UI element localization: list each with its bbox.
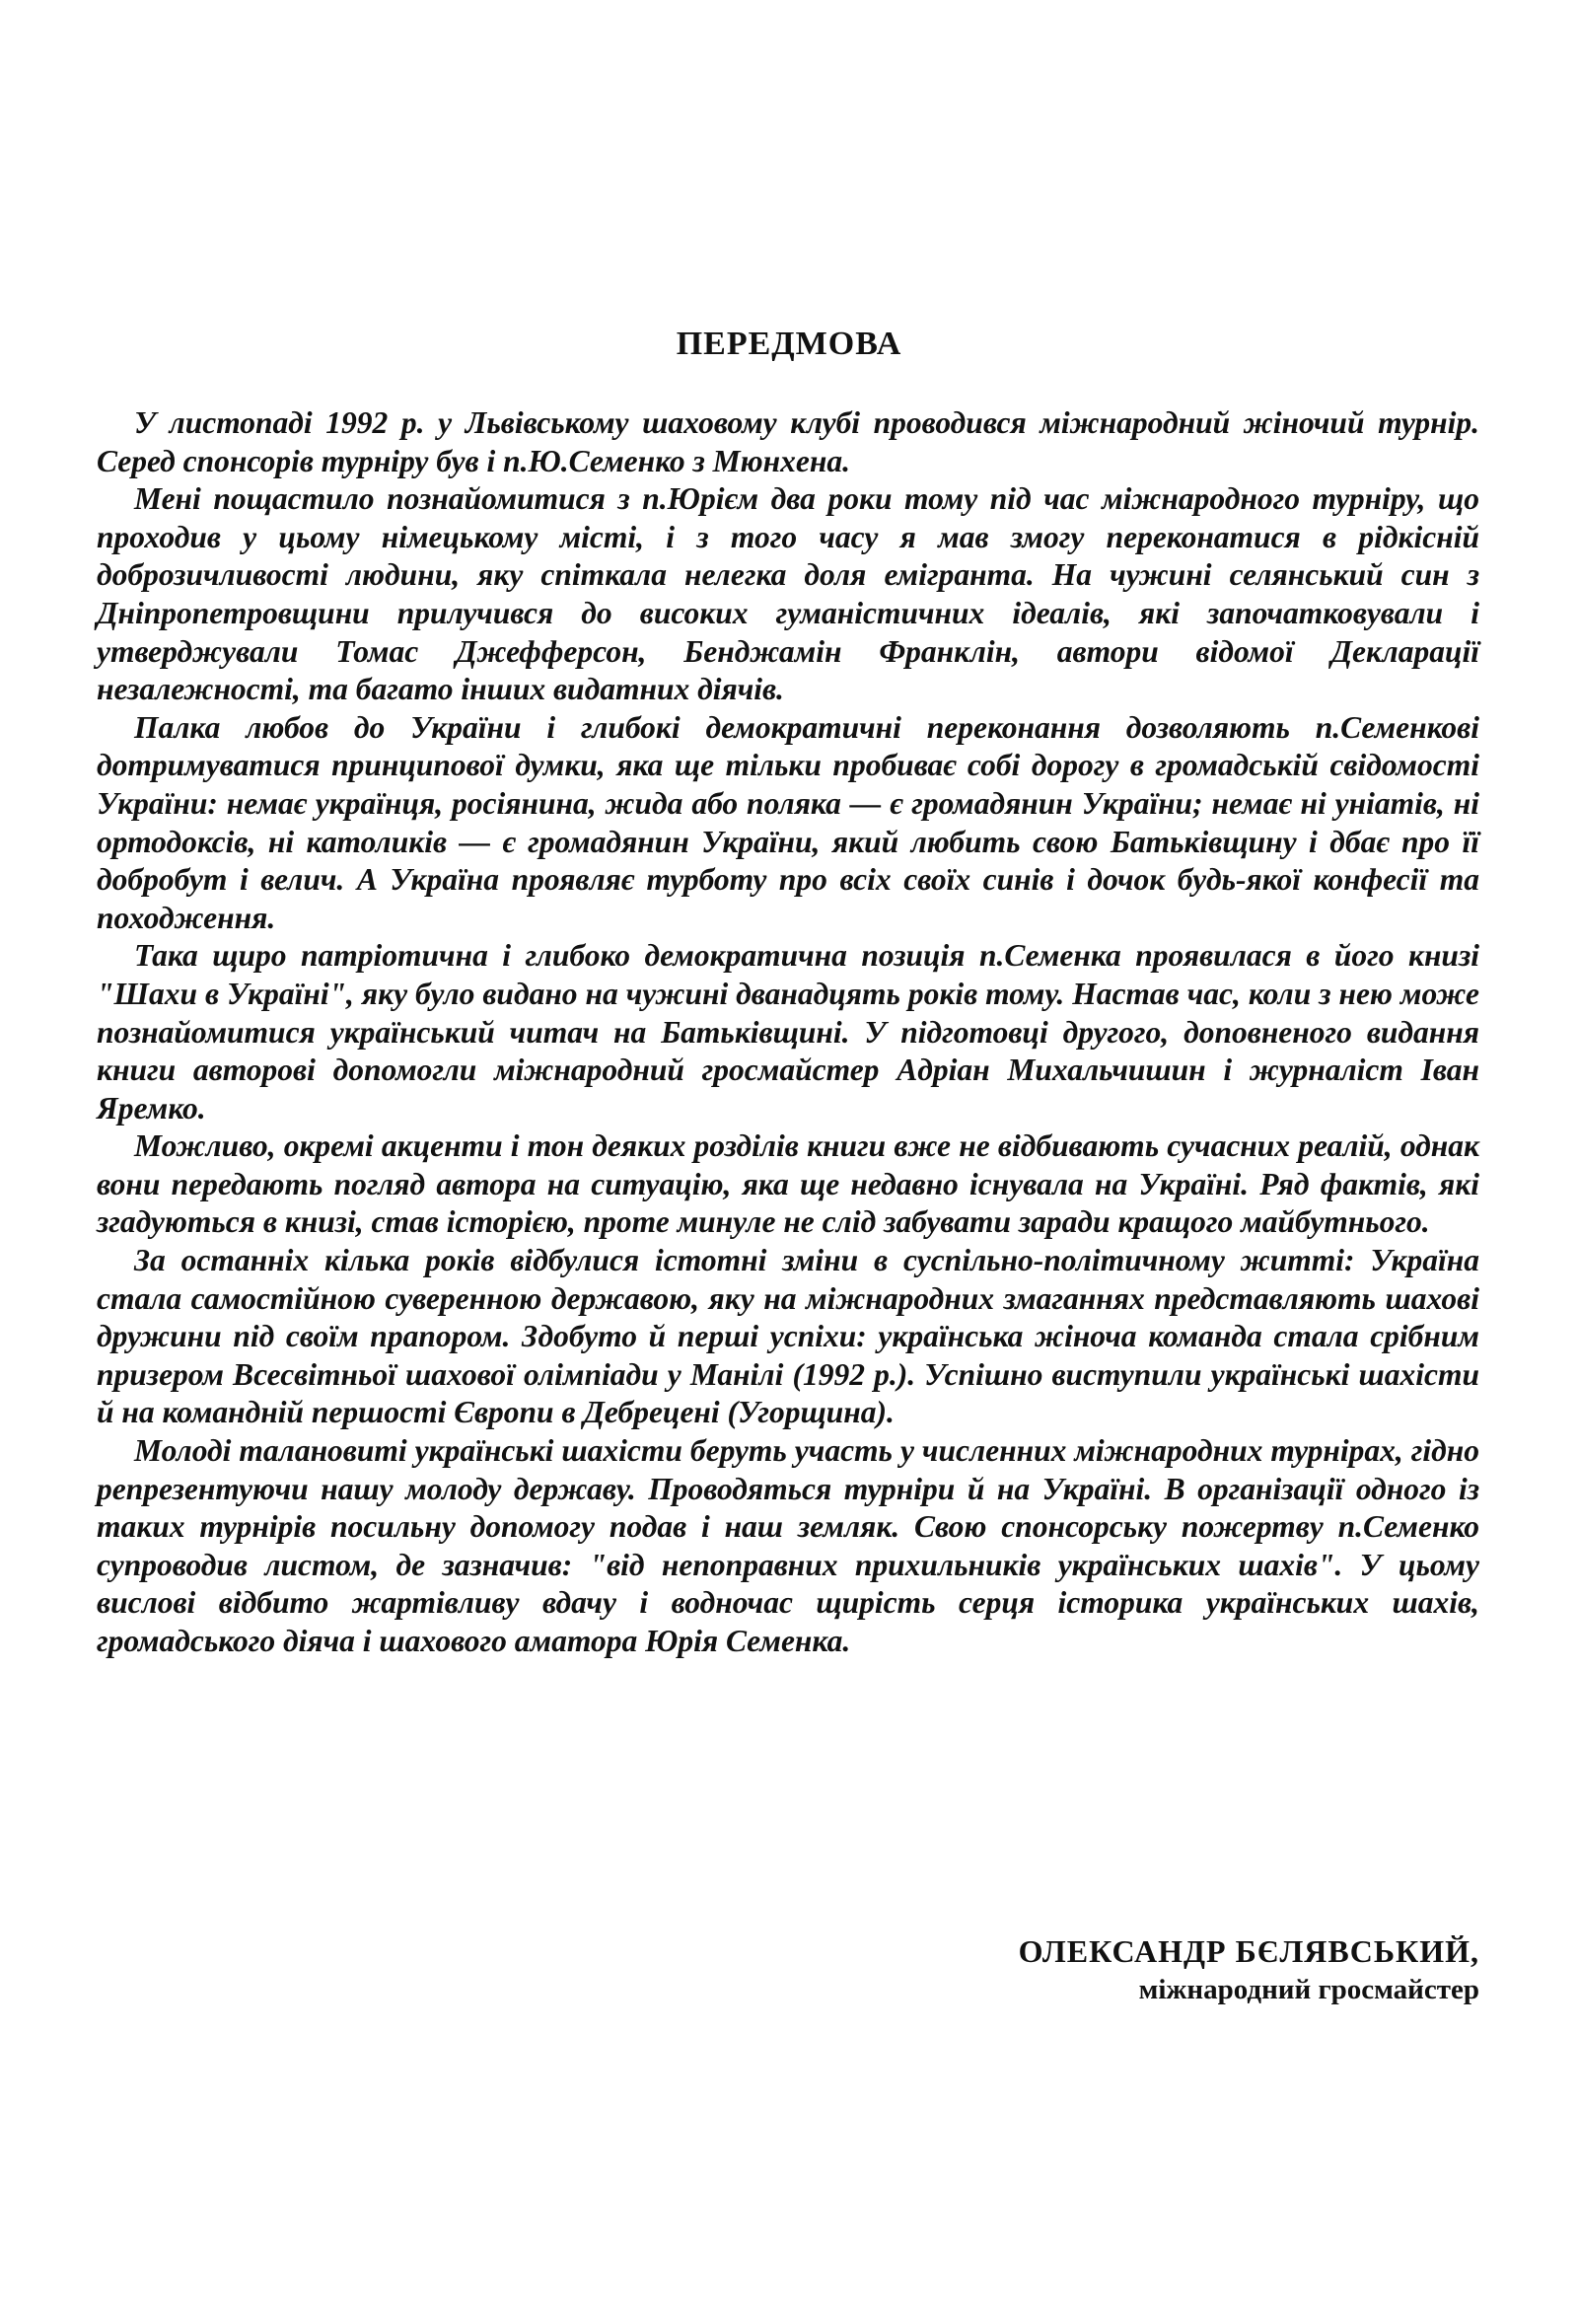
signature-role: міжнародний гросмайстер xyxy=(1138,1974,1479,2005)
paragraph-4: Така щиро патріотична і глибоко демократична позиція п.Семенка проявилася в його книзі "Шахи в Україні", яку було видано на чужині дванадцять років тому. Настав час, коли з нею може познайомитися український читач на Батьківщині. У підготовці другого, доповненого видання книги авторові допомогли міжнародний гросмайстер Адріан Михальчишин і журналіст Іван Яремко. xyxy=(97,938,1479,1126)
paragraph-3: Палка любов до України і глибокі демократичні переконання дозволяють п.Семенкові дотримуватися принципової думки, яка ще тільки пробиває собі дорогу в громадській свідомості України: немає українця, росіянина, жида або поляка — є громадянин України; немає ні уніатів, ні ортодоксів, ні католиків — є громадянин України, який любить свою Батьківщину і дбає про її добробут і велич. А Україна проявляє турботу про всіх своїх синів і дочок будь-якої конфесії та походження. xyxy=(97,709,1479,935)
paragraph-1: У листопаді 1992 р. у Львівському шаховому клубі проводився міжнародний жіночий турнір. Серед спонсорів турніру був і п.Ю.Семенко з Мюнхена. xyxy=(97,405,1479,478)
page-title: ПЕРЕДМОВА xyxy=(676,326,902,362)
signature-author: ОЛЕКСАНДР БЄЛЯВСЬКИЙ, xyxy=(1018,1933,1479,1969)
paragraph-5: Можливо, окремі акценти і тон деяких розділів книги вже не відбивають сучасних реалій, однак вони передають погляд автора на ситуацію, яка ще недавно існувала на Україні. Ряд фактів, які згадуються в книзі, став історією, проте минуле не слід забувати заради кращого майбутнього. xyxy=(97,1128,1479,1240)
paragraph-7: Молоді талановиті українські шахісти беруть участь у численних міжнародних турнірах, гідно репрезентуючи нашу молоду державу. Проводяться турніри й на Україні. В організації одного із таких турнірів посильну допомогу подав і наш земляк. Свою спонсорську пожертву п.Семенко супроводив листом, де зазначив: "від непоправних прихильників українських шахів". У цьому вислові відбито жартівливу вдачу і водночас щирість серця історика українських шахів, громадського діяча і шахового аматора Юрія Семенка. xyxy=(97,1433,1479,1658)
signature-block xyxy=(1019,1931,1479,2008)
paragraph-2: Мені пощастило познайомитися з п.Юрієм два роки тому під час міжнародного турніру, що проходив у цьому німецькому місті, і з того часу я мав змогу переконатися в рідкісній доброзичливості людини, яку спіткала нелегка доля емігранта. На чужині селянський син з Дніпропетровщини прилучився до високих гуманістичних ідеалів, які започатковували і утверджували Томас Джефферсон, Бенджамін Франклін, автори відомої Декларації незалежності, та багато інших видатних діячів. xyxy=(97,481,1479,707)
foreword-body xyxy=(97,404,1479,1661)
paragraph-6: За останніх кілька років відбулися істотні зміни в суспільно-політичному житті: Україна стала самостійною суверенною державою, яку на міжнародних змаганнях представляють шахові дружини під своїм прапором. Здобуто й перші успіхи: українська жіноча команда стала срібним призером Всесвітньої шахової олімпіади у Манілі (1992 р.). Успішно виступили українські шахісти й на командній першості Європи в Дебрецені (Угорщина). xyxy=(97,1243,1479,1430)
